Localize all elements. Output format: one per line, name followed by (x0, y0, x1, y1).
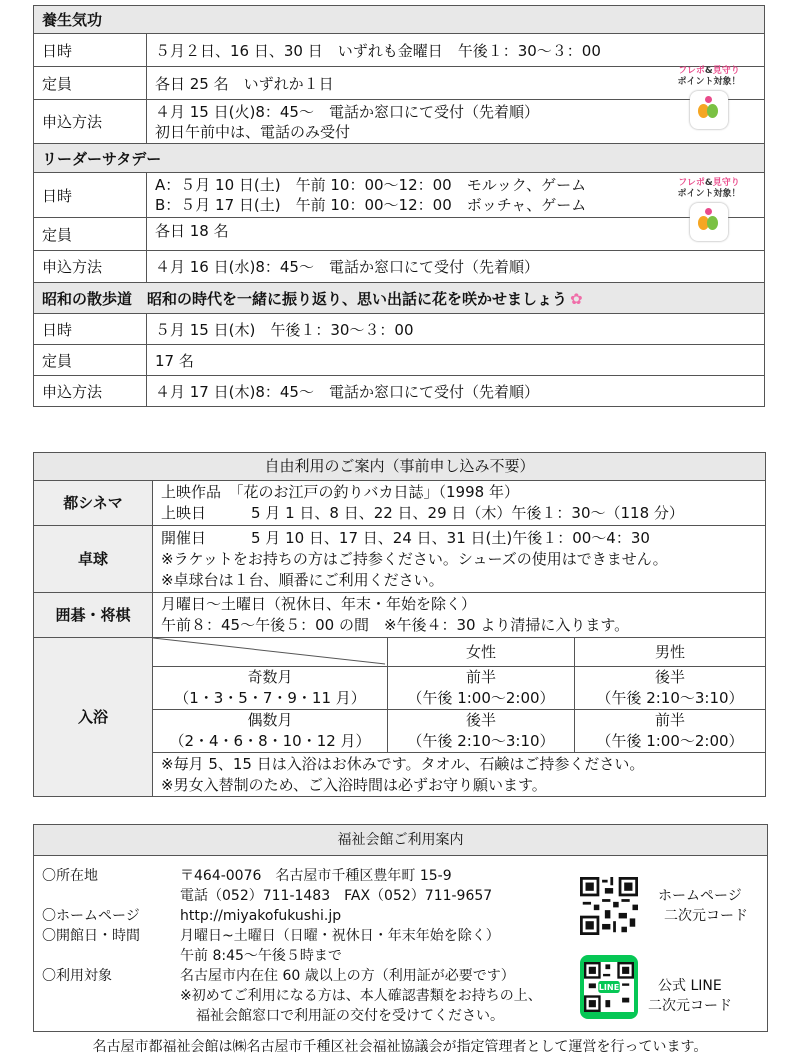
igo-label: 囲碁・将棋 (34, 593, 153, 638)
event-table (33, 5, 765, 407)
target-value-2: ※初めてご利用になる方は、本人確認書類をお持ちの上、 (180, 988, 542, 1004)
even-male-b: （午後 1:00～2:00） (596, 732, 744, 750)
igo-line-1: 月曜日～土曜日（祝休日、年末・年始を除く） (161, 595, 477, 613)
bath-col-male: 男性 (575, 638, 766, 667)
line-logo-text: LINE (598, 982, 620, 993)
even-male-a: 前半 (654, 711, 685, 729)
showa-apply-value: ４月 17 日(木)8：45～ 電話か窓口にて受付（先着順） (147, 376, 765, 407)
yosei-apply-value-1: ４月 15 日(火)8：45～ 電話か窓口にて受付（先着順） (155, 102, 539, 121)
leader-title: リーダーサタデー (34, 144, 765, 173)
frepo-logo-icon (690, 203, 728, 241)
yosei-capacity-value: 各日 25 名 いずれか１日 (147, 67, 765, 100)
bath-diag-cell (153, 638, 384, 667)
free-use-title: 自由利用のご案内（事前申し込み不要） (34, 453, 766, 481)
leader-date-a: A：５月 10 日(土) 午前 10：00～12：00 モルック、ゲーム (155, 176, 587, 194)
odd-male-a: 後半 (654, 668, 685, 686)
diagonal-line (153, 638, 385, 668)
even-female-a: 後半 (465, 711, 496, 729)
facility-info-title: 福祉会館ご利用案内 (34, 825, 767, 856)
showa-title-cell (34, 283, 765, 314)
homepage-label: 〇ホームページ (42, 908, 140, 924)
leader-apply-label: 申込方法 (34, 251, 147, 283)
pingpong-line-2: ※ラケットをお持ちの方はご持参ください。シューズの使用はできません。 (161, 549, 668, 568)
odd-month: 奇数月 (247, 668, 293, 686)
even-female-b: （午後 2:10～3:10） (407, 732, 555, 750)
qr-line-label-1: 公式 LINE (658, 978, 722, 994)
qr-home-label-2: 二次元コード (664, 908, 748, 924)
hours-value-2: 午前 8:45～午後５時まで (180, 948, 342, 964)
yosei-apply-label: 申込方法 (34, 100, 147, 144)
leader-capacity-value: 各日 18 名 (147, 218, 765, 251)
bath-label: 入浴 (34, 638, 153, 797)
cinema-line-1: 上映作品 「花のお江戸の釣りバカ日誌」（1998 年） (161, 483, 519, 501)
address-label: 〇所在地 (42, 868, 98, 884)
bath-col-female: 女性 (388, 638, 575, 667)
target-value-3: 福祉会館窓口で利用証の交付を受けてください。 (196, 1008, 504, 1024)
qr-line-label-2: 二次元コード (648, 998, 732, 1014)
target-value-1: 名古屋市内在住 60 歳以上の方（利用証が必要です） (180, 968, 515, 984)
point-badge: フレポ&見守り ポイント対象！ (671, 178, 747, 241)
showa-date-value: ５月 15 日(木) 午後１：30～３：00 (147, 314, 765, 345)
frepo-logo-icon (690, 91, 728, 129)
igo-line-2: 午前８：45～午後５：00 の間 ※午後４：30 より清掃に入ります。 (161, 616, 630, 634)
pingpong-label: 卓球 (34, 526, 153, 593)
leader-date-b: B：５月 17 日(土) 午前 10：00～12：00 ボッチャ、ゲーム (155, 196, 587, 214)
address-value: 〒464-0076 名古屋市千種区豊年町 15-9 (180, 868, 452, 884)
flower-icon: ✿ (570, 289, 583, 308)
yosei-apply-value-2: 初日午前中は、電話のみ受付 (155, 122, 351, 141)
odd-female-a: 前半 (465, 668, 496, 686)
showa-capacity-value: 17 名 (147, 345, 765, 376)
target-label: 〇利用対象 (42, 968, 112, 984)
odd-female-b: （午後 1:00～2:00） (407, 689, 555, 707)
footer-note: 名古屋市都福祉会館は㈱名古屋市千種区社会福祉協議会が指定管理者として運営を行っています。 (92, 1039, 708, 1055)
free-use-table (33, 452, 766, 797)
cinema-label: 都シネマ (34, 481, 153, 526)
yosei-capacity-label: 定員 (34, 67, 147, 100)
leader-date-label: 日時 (34, 173, 147, 218)
yosei-title: 養生気功 (34, 6, 765, 34)
homepage-link[interactable]: http://miyakofukushi.jp (180, 908, 342, 924)
bath-note-1: ※毎月 5、15 日は入浴はお休みです。タオル、石鹸はご持参ください。 (161, 754, 645, 773)
line-qr-code-icon[interactable] (580, 955, 638, 1019)
qr-home-label-1: ホームページ (658, 888, 742, 904)
showa-date-label: 日時 (34, 314, 147, 345)
yosei-date-label: 日時 (34, 34, 147, 67)
pingpong-line-1: 開催日 5 月 10 日、17 日、24 日、31 日(土)午後１：00～4：30 (161, 528, 650, 547)
odd-months: （1・3・5・7・9・11 月） (174, 689, 366, 707)
facility-info-box (33, 824, 768, 1032)
point-badge: フレポ&見守り ポイント対象！ (671, 66, 747, 129)
bath-note-2: ※男女入替制のため、ご入浴時間は必ずお守り願います。 (161, 775, 547, 794)
showa-capacity-label: 定員 (34, 345, 147, 376)
showa-title: 昭和の散歩道 昭和の時代を一緒に振り返り、思い出話に花を咲かせましょう (42, 289, 568, 308)
even-months: （2・4・6・8・10・12 月） (169, 732, 371, 750)
yosei-date-value: ５月２日、16 日、30 日 いずれも金曜日 午後１：30～３：00 (147, 34, 765, 67)
leader-capacity-label: 定員 (34, 218, 147, 251)
hours-value-1: 月曜日~土曜日（日曜・祝休日・年末年始を除く） (180, 928, 500, 944)
even-month: 偶数月 (247, 711, 293, 729)
showa-apply-label: 申込方法 (34, 376, 147, 407)
pingpong-line-3: ※卓球台は１台、順番にご利用ください。 (161, 570, 444, 589)
odd-male-b: （午後 2:10～3:10） (596, 689, 744, 707)
leader-apply-value: ４月 16 日(水)8：45～ 電話か窓口にて受付（先着順） (147, 251, 765, 283)
hours-label: 〇開館日・時間 (42, 928, 140, 944)
homepage-qr-code-icon[interactable] (580, 877, 638, 935)
cinema-line-2: 上映日 5 月 1 日、8 日、22 日、29 日（木）午後１：30～（118 分） (161, 504, 684, 522)
phone-value: 電話（052）711-1483 FAX（052）711-9657 (180, 888, 493, 904)
